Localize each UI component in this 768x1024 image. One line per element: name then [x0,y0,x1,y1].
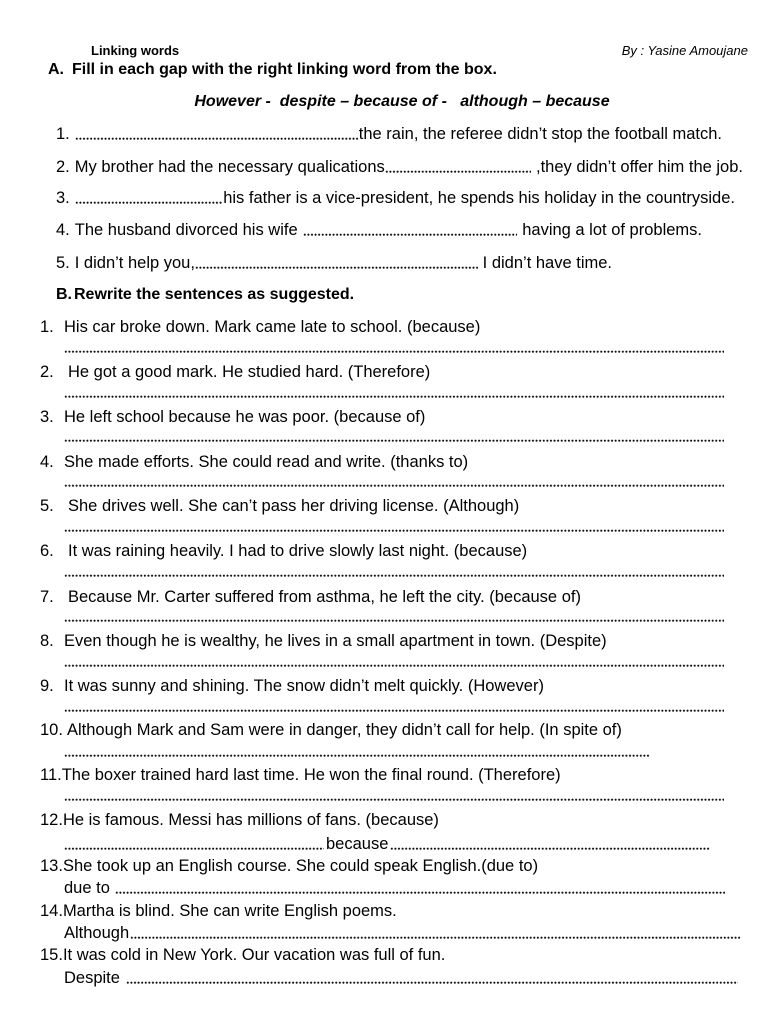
rewrite-item [40,720,622,740]
rewrite-item [40,856,538,876]
rewrite-item [40,901,397,921]
item-number: 4. [40,453,54,471]
item-text-after: his father is a vice-president, he spends his holiday in the countryside. [223,189,735,207]
item-number: 12. [40,811,63,829]
gap-fill-item [56,220,702,240]
item-number: 5. [40,497,54,515]
item-text-after: the rain, the referee didn’t stop the football match. [358,125,722,143]
item-sentence: He is famous. Messi has millions of fans. (because) [62,811,439,829]
item-number: 11. [40,766,62,784]
answer-blank [195,253,478,273]
item-sentence: She took up an English course. She could speak English.(due to) [62,857,539,875]
item-text-before: The husband divorced his wife [74,221,298,239]
answer-line [64,516,724,536]
section-b-label: B. [56,286,72,303]
answer-blank [303,220,518,240]
answer-line [64,606,724,626]
item-text-before: I didn’t help you, [74,254,195,272]
answer-line [64,382,724,402]
item-number: 7. [40,588,54,606]
item-number: 1. [56,125,70,143]
item-text-before: My brother had the necessary qualications [74,158,385,176]
rewrite-item [40,362,430,382]
answer-line [64,834,710,854]
item-sentence: Although Mark and Sam were in danger, they didn’t call for help. (In spite of) [67,721,622,739]
gap-fill-item [56,253,612,273]
item-sentence: Because Mr. Carter suffered from asthma, he left the city. (because of) [68,588,581,606]
answer-line [64,741,650,761]
item-sentence: The boxer trained hard last time. He won the final round. (Therefore) [61,766,561,784]
item-number: 3. [40,408,54,426]
rewrite-item [40,676,544,696]
answer-blank [126,968,738,988]
item-sentence: It was cold in New York. Our vacation was full of fun. [62,946,446,964]
answer-prompt-word: due to [64,879,110,897]
answer-blank [115,878,725,898]
item-sentence: It was sunny and shining. The snow didn’t melt quickly. (However) [64,677,544,695]
answer-line [64,426,724,446]
item-sentence: Even though he is wealthy, he lives in a small apartment in town. (Despite) [64,632,607,650]
author-credit: By : Yasine Amoujane [621,43,748,58]
gap-fill-item [56,157,743,177]
item-number: 14. [40,902,63,920]
item-number: 1. [40,318,54,336]
answer-prompt-word: because [326,835,389,853]
answer-line [64,337,724,357]
rewrite-item [40,945,445,965]
gap-fill-item [56,124,722,144]
item-number: 2. [40,363,54,381]
item-sentence: She made efforts. She could read and write. (thanks to) [64,453,469,471]
answer-line [64,968,738,988]
worksheet-title: Linking words [91,43,180,58]
item-sentence: His car broke down. Mark came late to school. (because) [64,318,481,336]
section-a-label: A. [48,61,64,78]
answer-blank [385,157,531,177]
answer-blank [64,834,324,854]
section-b-instruction: Rewrite the sentences as suggested. [74,286,355,303]
item-number: 2. [56,158,70,176]
rewrite-item [40,810,439,830]
item-number: 4. [56,221,70,239]
item-text-after: I didn’t have time. [482,254,612,272]
answer-prompt-word: Although [64,924,130,942]
item-sentence: He left school because he was poor. (because of) [64,408,426,426]
gap-fill-item [56,188,735,208]
item-number: 13. [40,857,63,875]
word-box: However - despite – because of - although – because [194,93,610,110]
item-number: 3. [56,189,70,207]
item-number: 15. [40,946,63,964]
section-a-instruction: Fill in each gap with the right linking word from the box. [72,61,497,78]
answer-blank [75,124,359,144]
item-number: 10. [40,721,63,739]
answer-line [64,561,724,581]
answer-prompt-word: Despite [64,969,120,987]
item-number: 6. [40,542,54,560]
answer-line [64,785,724,805]
answer-blank [130,923,741,943]
answer-line [64,923,741,943]
section-b-heading [56,285,354,305]
answer-line [64,878,725,898]
answer-line [64,696,724,716]
item-number: 8. [40,632,54,650]
item-number: 5. [56,254,70,272]
rewrite-item [40,541,527,561]
rewrite-item [40,587,581,607]
item-number: 9. [40,677,54,695]
answer-blank [390,834,710,854]
item-sentence: He got a good mark. He studied hard. (Therefore) [68,363,431,381]
rewrite-item [40,317,480,337]
item-sentence: She drives well. She can’t pass her driving license. (Although) [68,497,520,515]
rewrite-item [40,452,468,472]
rewrite-item [40,496,519,516]
answer-line [64,651,724,671]
rewrite-item [40,631,607,651]
item-sentence: Martha is blind. She can write English poems. [62,902,397,920]
rewrite-item [40,407,425,427]
answer-blank [75,188,223,208]
answer-line [64,471,724,491]
section-a-heading [48,60,497,80]
item-sentence: It was raining heavily. I had to drive slowly last night. (because) [68,542,528,560]
item-text-after: ,they didn’t offer him the job. [536,158,743,176]
item-text-after: having a lot of problems. [522,221,702,239]
rewrite-item [40,765,561,785]
